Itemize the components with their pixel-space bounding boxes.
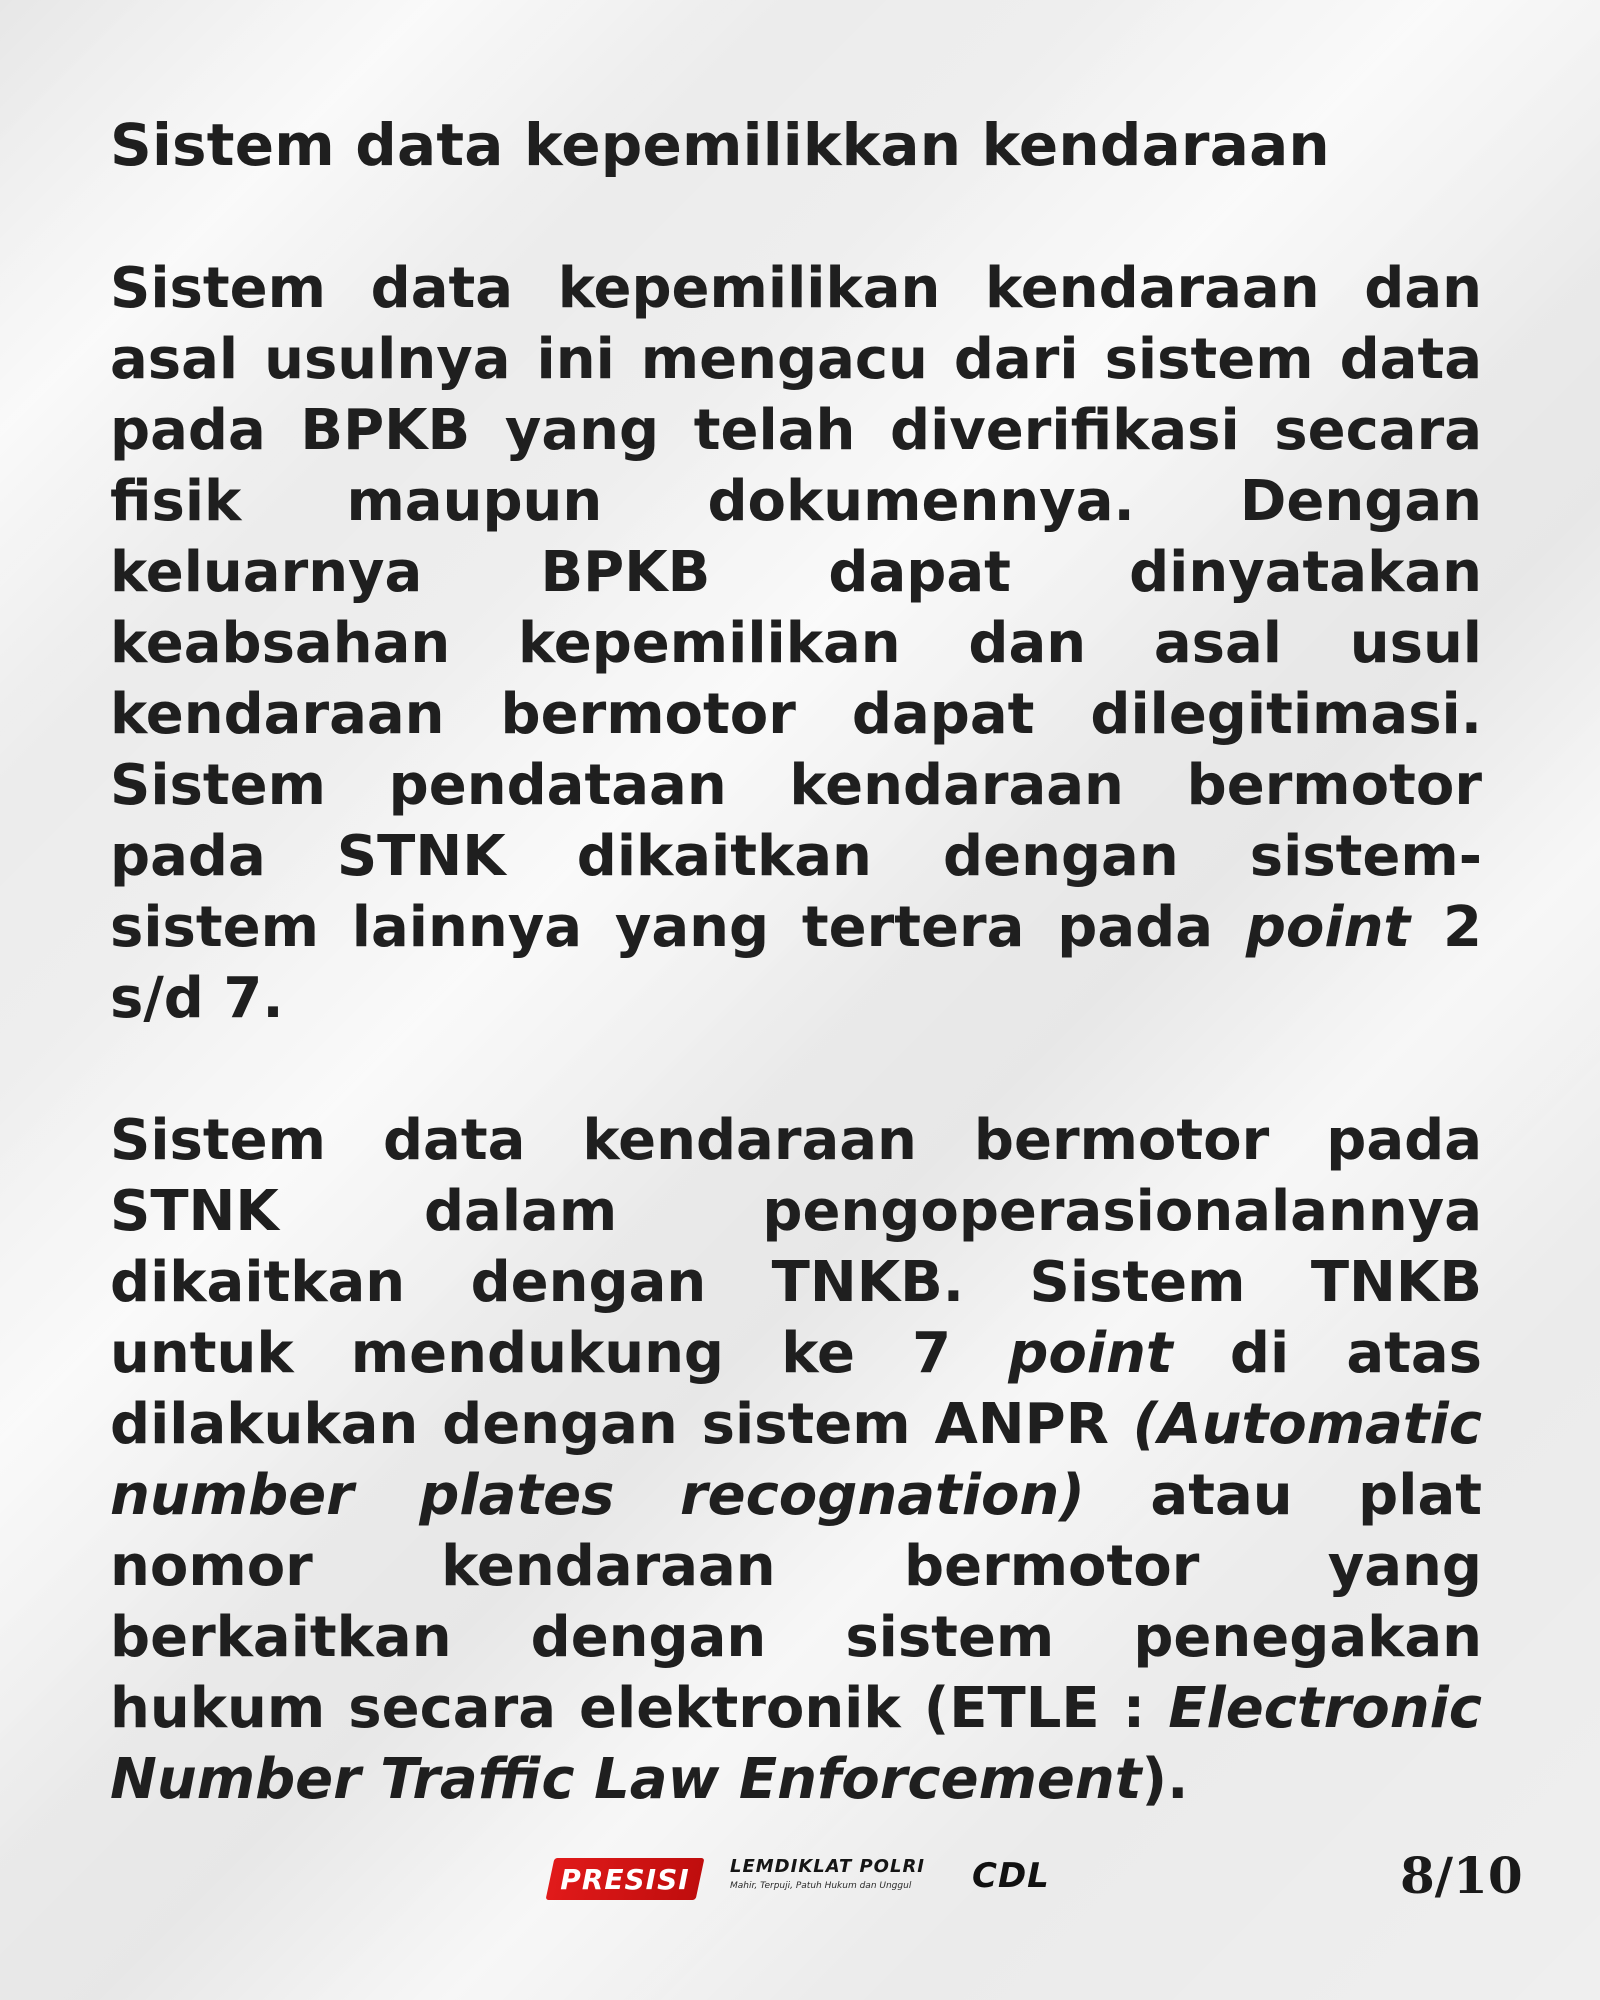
paragraph-2-anpr-term: (Automatic number plates recognation) xyxy=(110,1391,1482,1528)
page-indicator: 8/10 xyxy=(1400,1846,1523,1905)
paragraph-1-text: Sistem data kepemilikan kendaraan dan asal usulnya ini mengacu dari sistem data pada BPKB yang telah diverifikasi secara fisik maupun dokumennya. Dengan keluarnya BPKB dapat dinyatakan keabsahan kepemilikan dan asal usul kendaraan bermotor dapat dilegitimasi. Sistem pendataan kendaraan bermotor pada STNK dikaitkan dengan sistem-sistem lainnya yang tertera pada xyxy=(110,255,1482,960)
paragraph-2-etle-term: Electronic Number Traffic Law Enforcement xyxy=(110,1675,1482,1812)
paragraph-2-text-c: atau plat nomor kendaraan bermotor yang berkaitkan dengan sistem penegakan hukum secara elektronik (ETLE : xyxy=(110,1462,1482,1741)
lemdiklat-subtitle: Mahir, Terpuji, Patuh Hukum dan Unggul xyxy=(730,1881,912,1891)
lemdiklat-title: LEMDIKLAT POLRI xyxy=(730,1856,926,1877)
paragraph-2-text: Sistem data kendaraan bermotor pada STNK dalam pengoperasionalannya dikaitkan dengan TNKB. Sistem TNKB untuk mendukung ke 7 xyxy=(110,1107,1482,1386)
paragraph-1-ending: 2 s/d 7. xyxy=(110,894,1482,1031)
paragraph-2-text-b: di atas dilakukan dengan sistem ANPR xyxy=(110,1320,1483,1457)
presisi-logo xyxy=(550,1858,700,1900)
footer xyxy=(0,1846,1600,1924)
document-title: Sistem data kepemilikkan kendaraan xyxy=(110,111,1330,179)
document-body xyxy=(110,112,1482,1815)
paragraph-2-italic-point: point xyxy=(1008,1320,1173,1386)
paragraph-1-italic-term: point xyxy=(1245,894,1411,960)
paragraph-ownership-data xyxy=(110,253,1482,1034)
lemdiklat-logo xyxy=(730,1856,940,1902)
presisi-logo-text: PRESISI xyxy=(560,1862,690,1896)
cdl-logo: CDL xyxy=(972,1856,1050,1896)
paragraph-stnk-data xyxy=(110,1105,1482,1815)
paragraph-2-ending: ). xyxy=(1141,1746,1189,1812)
